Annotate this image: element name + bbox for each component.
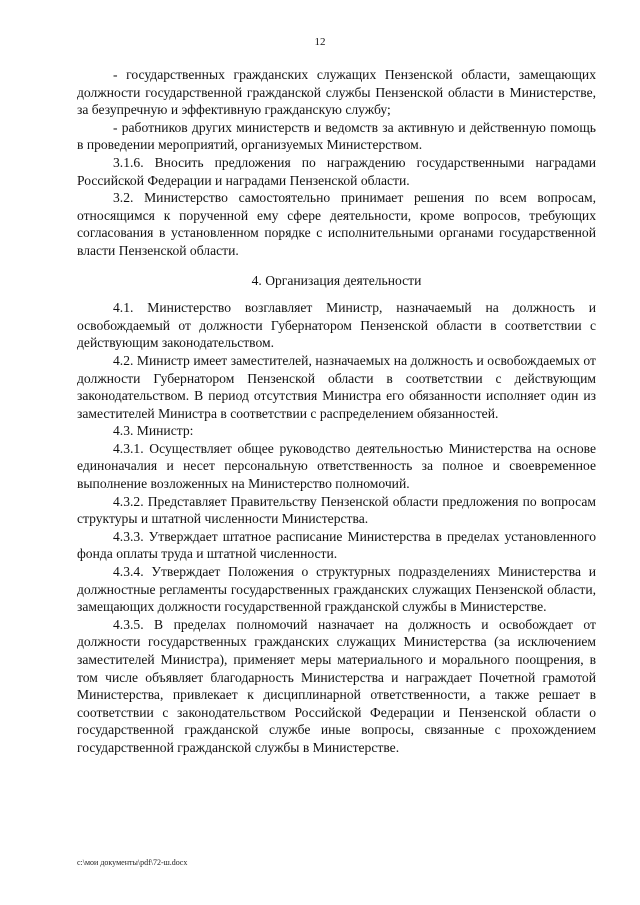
footer-file-path: c:\мои документы\pdf\72-ш.docx	[77, 858, 188, 867]
paragraph: 4.1. Министерство возглавляет Министр, назначаемый на должность и освобождаемый от должности Губернатором Пензенской области в соответствии с действующим законодательством.	[77, 300, 596, 351]
paragraph: 4.3.2. Представляет Правительству Пензенской области предложения по вопросам структуры и штатной численности Министерства.	[77, 493, 596, 527]
paragraph: - государственных гражданских служащих Пензенской области, замещающих должности государственной гражданской службы Пензенской области в Министерстве, за безупречную и эффективную гражданскую службу;	[77, 67, 596, 118]
paragraph: 3.1.6. Вносить предложения по награждению государственными наградами Российской Федерации и наградами Пензенской области.	[77, 154, 596, 188]
paragraph: 3.2. Министерство самостоятельно принимает решения по всем вопросам, относящимся к порученной ему сфере деятельности, кроме вопросов, требующих согласования в установленном порядке с исполнительными органами государственной власти Пензенской области.	[77, 190, 596, 258]
paragraph: 4.3.1. Осуществляет общее руководство деятельностью Министерства на основе единоначалия и несет персональную ответственность за полное и своевременное выполнение возложенных на Министерство полномочий.	[77, 440, 596, 492]
paragraph: 4.2. Министр имеет заместителей, назначаемых на должность и освобождаемых от должности Губернатором Пензенской области в соответствии с действующим законодательством. В период отсутствия Министра его обязанности исполняет один из заместителей Министра в соответствии с распределением обязанностей.	[77, 352, 596, 421]
paragraph: 4.3.4. Утверждает Положения о структурных подразделениях Министерства и должностные регламенты государственных гражданских служащих Пензенской области, замещающих должности государственной гражданской службы в Министерстве.	[77, 564, 596, 615]
page-number: 12	[314, 36, 326, 48]
section-heading: 4. Организация деятельности	[251, 272, 422, 288]
paragraph: 4.3.3. Утверждает штатное расписание Министерства в пределах установленного фонда оплаты труда и штатной численности.	[77, 528, 596, 562]
paragraph: 4.3.5. В пределах полномочий назначает на должность и освобождает от должности государственных гражданских служащих Министерства (за исключением заместителей Министра), применяет меры материального и морального поощрения, в том числе объявляет благодарность Министерства и награждает Почетной грамотой Министерства, привлекает к дисциплинарной ответственности, а также решает в соответствии с законодательством Российской Федерации и Пензенской области о государственной гражданской службе иные вопросы, связанные с прохождением государственной гражданской службы в Министерстве.	[77, 616, 596, 755]
paragraph: - работников других министерств и ведомств за активную и действенную помощь в проведении мероприятий, организуемых Министерством.	[77, 119, 596, 153]
paragraph: 4.3. Министр:	[113, 423, 194, 439]
document-body	[77, 66, 596, 757]
